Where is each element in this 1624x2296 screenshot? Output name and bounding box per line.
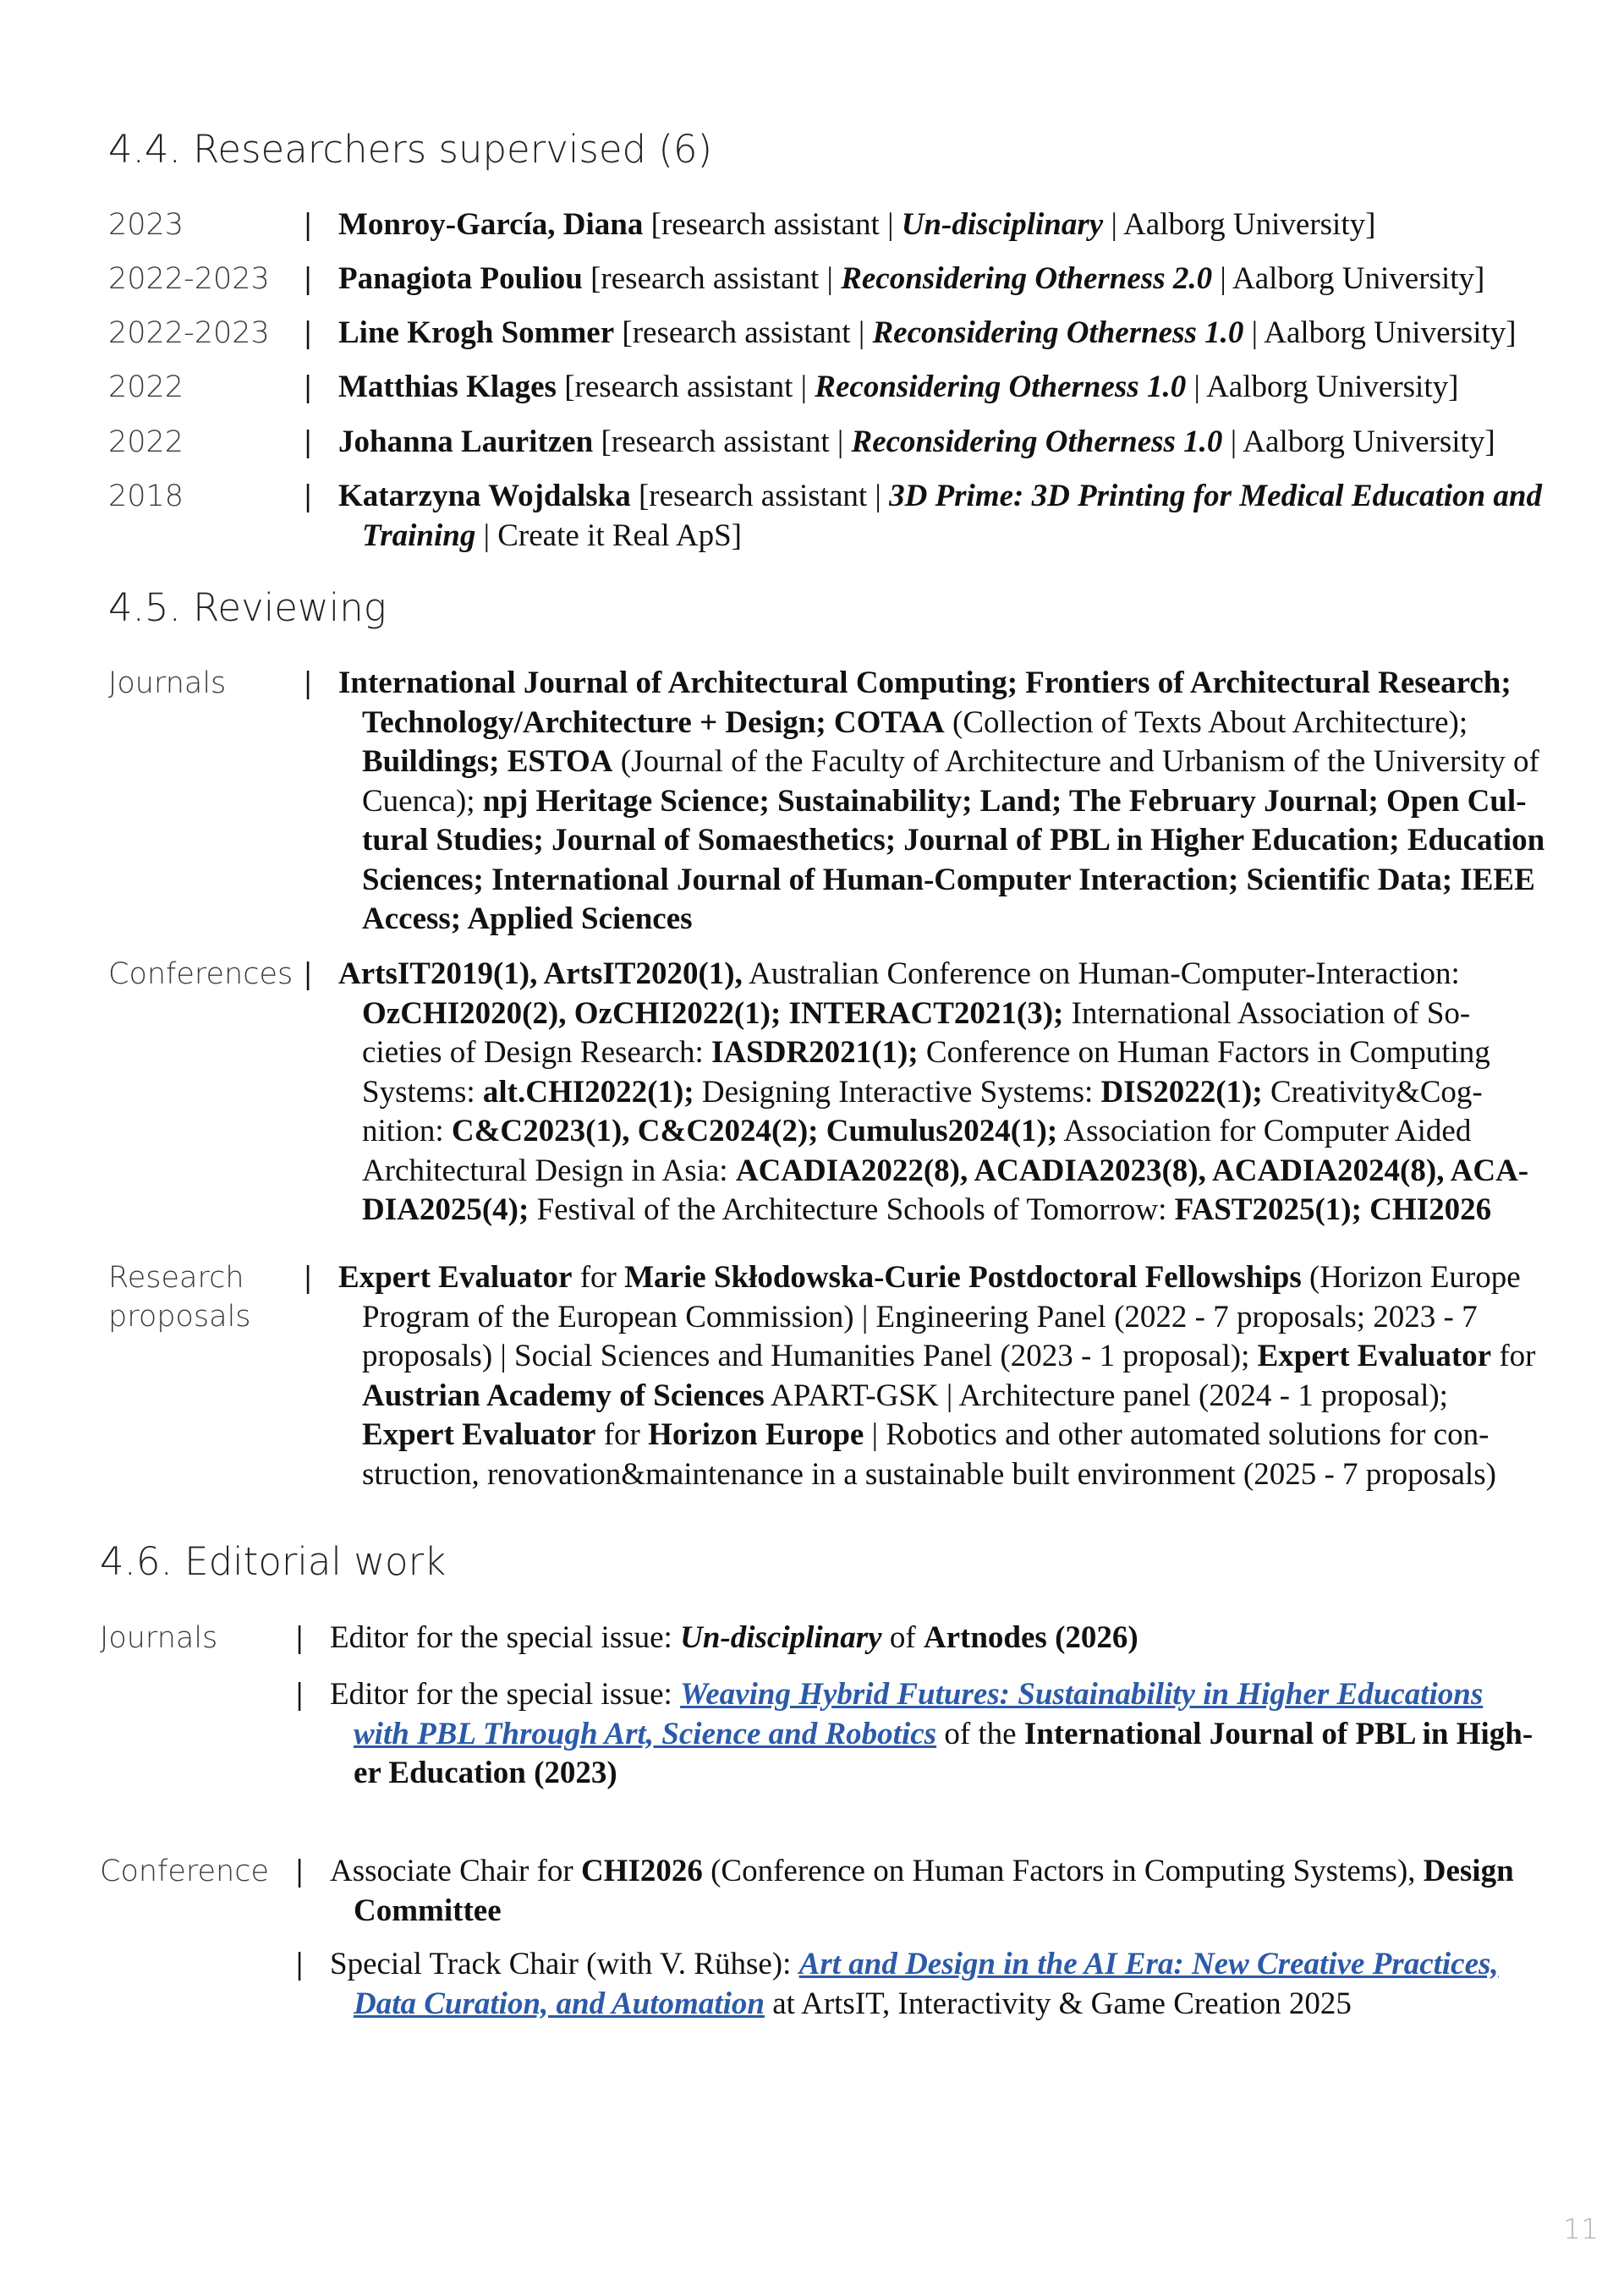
entry-year: 2022 <box>108 370 184 404</box>
special-track-link-cont[interactable]: Data Curation, and Automation <box>354 1986 765 2021</box>
section-title-reviewing: 4.5. Reviewing <box>108 585 387 630</box>
category-label: Conferences <box>108 957 294 991</box>
supervised-entry: 2018 | Katarzyna Wojdalska [research assistant | 3D Prime: 3D Printing for Medical Education and Training | Create it Real ApS] <box>108 479 1542 553</box>
researcher-name: Line Krogh Sommer <box>338 315 615 350</box>
category-label: Research proposals <box>108 1261 251 1334</box>
special-issue-link[interactable]: Weaving Hybrid Futures: Sustainability in Higher Educations <box>680 1677 1484 1712</box>
supervised-entry: 2022 | Johanna Lauritzen [research assistant | Reconsidering Otherness 1.0 | Aalborg University] <box>108 423 1563 463</box>
editorial-journal-entry: | Editor for the special issue: Weaving Hybrid Futures: Sustainability in Higher Educations with PBL Through Art, Science and Robotics of the International Journal of PBL in High- er Education (2023) <box>296 1677 1533 1790</box>
supervised-entry: 2023 | Monroy-García, Diana [research assistant | Un-disciplinary | Aalborg University] <box>108 205 1563 246</box>
reviewing-conferences: Conferences | ArtsIT2019(1), ArtsIT2020(1), Australian Conference on Human-Computer-Interaction: OzCHI2020(2), OzCHI2022(1); INTERACT2021(3); International Association of So- cieties of Design Research: IASDR2021(1); Conference on Human Factors in Computing Systems: alt.CHI2022(1); Designing Interactive Systems: DIS2022(1); Creativity&Cog- nition: C&C2023(1), C&C2024(2); Cumulus2024(1); Association for Computer Aided Architectural Design in Asia: ACADIA2022(8), ACADIA2023(8), ACADIA2024(8), ACA- DIA2025(4); Festival of the Architecture Schools of Tomorrow: FAST2025(1); CHI2026 <box>108 956 1529 1227</box>
researcher-name: Katarzyna Wojdalska <box>338 479 631 513</box>
entry-year: 2018 <box>108 479 184 513</box>
entry-year: 2023 <box>108 208 184 242</box>
researcher-name: Monroy-García, Diana <box>338 207 644 242</box>
project-name: Reconsidering Otherness 1.0 <box>815 370 1187 404</box>
page-number: 11 <box>1563 2212 1599 2245</box>
section-title-editorial: 4.6. Editorial work <box>100 1539 447 1584</box>
editorial-journal-entry: Journals | Editor for the special issue: Un-disciplinary of Artnodes (2026) <box>100 1619 1555 1661</box>
supervised-entry: 2022 | Matthias Klages [research assistant | Reconsidering Otherness 1.0 | Aalborg University] <box>108 368 1563 408</box>
supervised-entry: 2022-2023 | Line Krogh Sommer [research assistant | Reconsidering Otherness 1.0 | Aalborg University] <box>108 314 1563 354</box>
reviewing-research-proposals: Research proposals | Expert Evaluator for Marie Skłodowska-Curie Postdoctoral Fellowships (Horizon Europe Program of the European Commission) | Engineering Panel (2022 - 7 proposals; 2023 - 7 proposals) | Social Sciences and Humanities Panel (2023 - 1 proposal); Expert Evaluator for Austrian Academy of Sciences APART-GSK | Architecture panel (2024 - 1 proposal); Expert Evaluator for Horizon Europe | Robotics and other automated solutions for con- struction, renovation&maintenance in a sustainable built environment (2025 - 7 proposals) <box>108 1260 1536 1492</box>
project-name: Reconsidering Otherness 1.0 <box>851 425 1223 459</box>
researcher-name: Panagiota Pouliou <box>338 261 583 296</box>
entry-year: 2022-2023 <box>108 316 270 350</box>
project-name: 3D Prime: 3D Printing for Medical Education and <box>889 479 1542 513</box>
entry-year: 2022 <box>108 425 184 459</box>
supervised-entry: 2022-2023 | Panagiota Pouliou [research assistant | Reconsidering Otherness 2.0 | Aalborg University] <box>108 260 1563 300</box>
editorial-conference-entry: | Special Track Chair (with V. Rühse): Art and Design in the AI Era: New Creative Practices, Data Curation, and Automation at ArtsIT, Interactivity & Game Creation 2025 <box>296 1947 1499 2021</box>
section-title-researchers: 4.4. Researchers supervised (6) <box>108 127 713 172</box>
project-name: Un-disciplinary <box>901 207 1104 242</box>
category-label: Journals <box>100 1621 218 1655</box>
reviewing-journals: Journals | International Journal of Architectural Computing; Frontiers of Architectural Research; Technology/Architecture + Design; COTAA (Collection of Texts About Architecture); Buildings; ESTOA (Journal of the Faculty of Architecture and Urbanism of the University of Cuenca); npj Heritage Science; Sustainability; Land; The February Journal; Open Cul- tural Studies; Journal of Somaesthetics; Journal of PBL in Higher Education; Education Sciences; International Journal of Human-Computer Interaction; Scientific Data; IEEE Access; Applied Sciences <box>108 666 1545 936</box>
special-issue-link-cont[interactable]: with PBL Through Art, Science and Robotics <box>354 1716 937 1751</box>
editorial-conference-entry: Conference | Associate Chair for CHI2026 (Conference on Human Factors in Computing Systems), Design Committee <box>100 1854 1514 1928</box>
category-label: Journals <box>108 666 227 700</box>
special-track-link[interactable]: Art and Design in the AI Era: New Creative Practices, <box>798 1947 1499 1981</box>
researcher-name: Johanna Lauritzen <box>338 425 594 459</box>
category-label: Conference <box>100 1855 270 1888</box>
entry-year: 2022-2023 <box>108 262 270 296</box>
project-name: Reconsidering Otherness 1.0 <box>872 315 1244 350</box>
researcher-name: Matthias Klages <box>338 370 557 404</box>
project-name: Reconsidering Otherness 2.0 <box>841 261 1213 296</box>
